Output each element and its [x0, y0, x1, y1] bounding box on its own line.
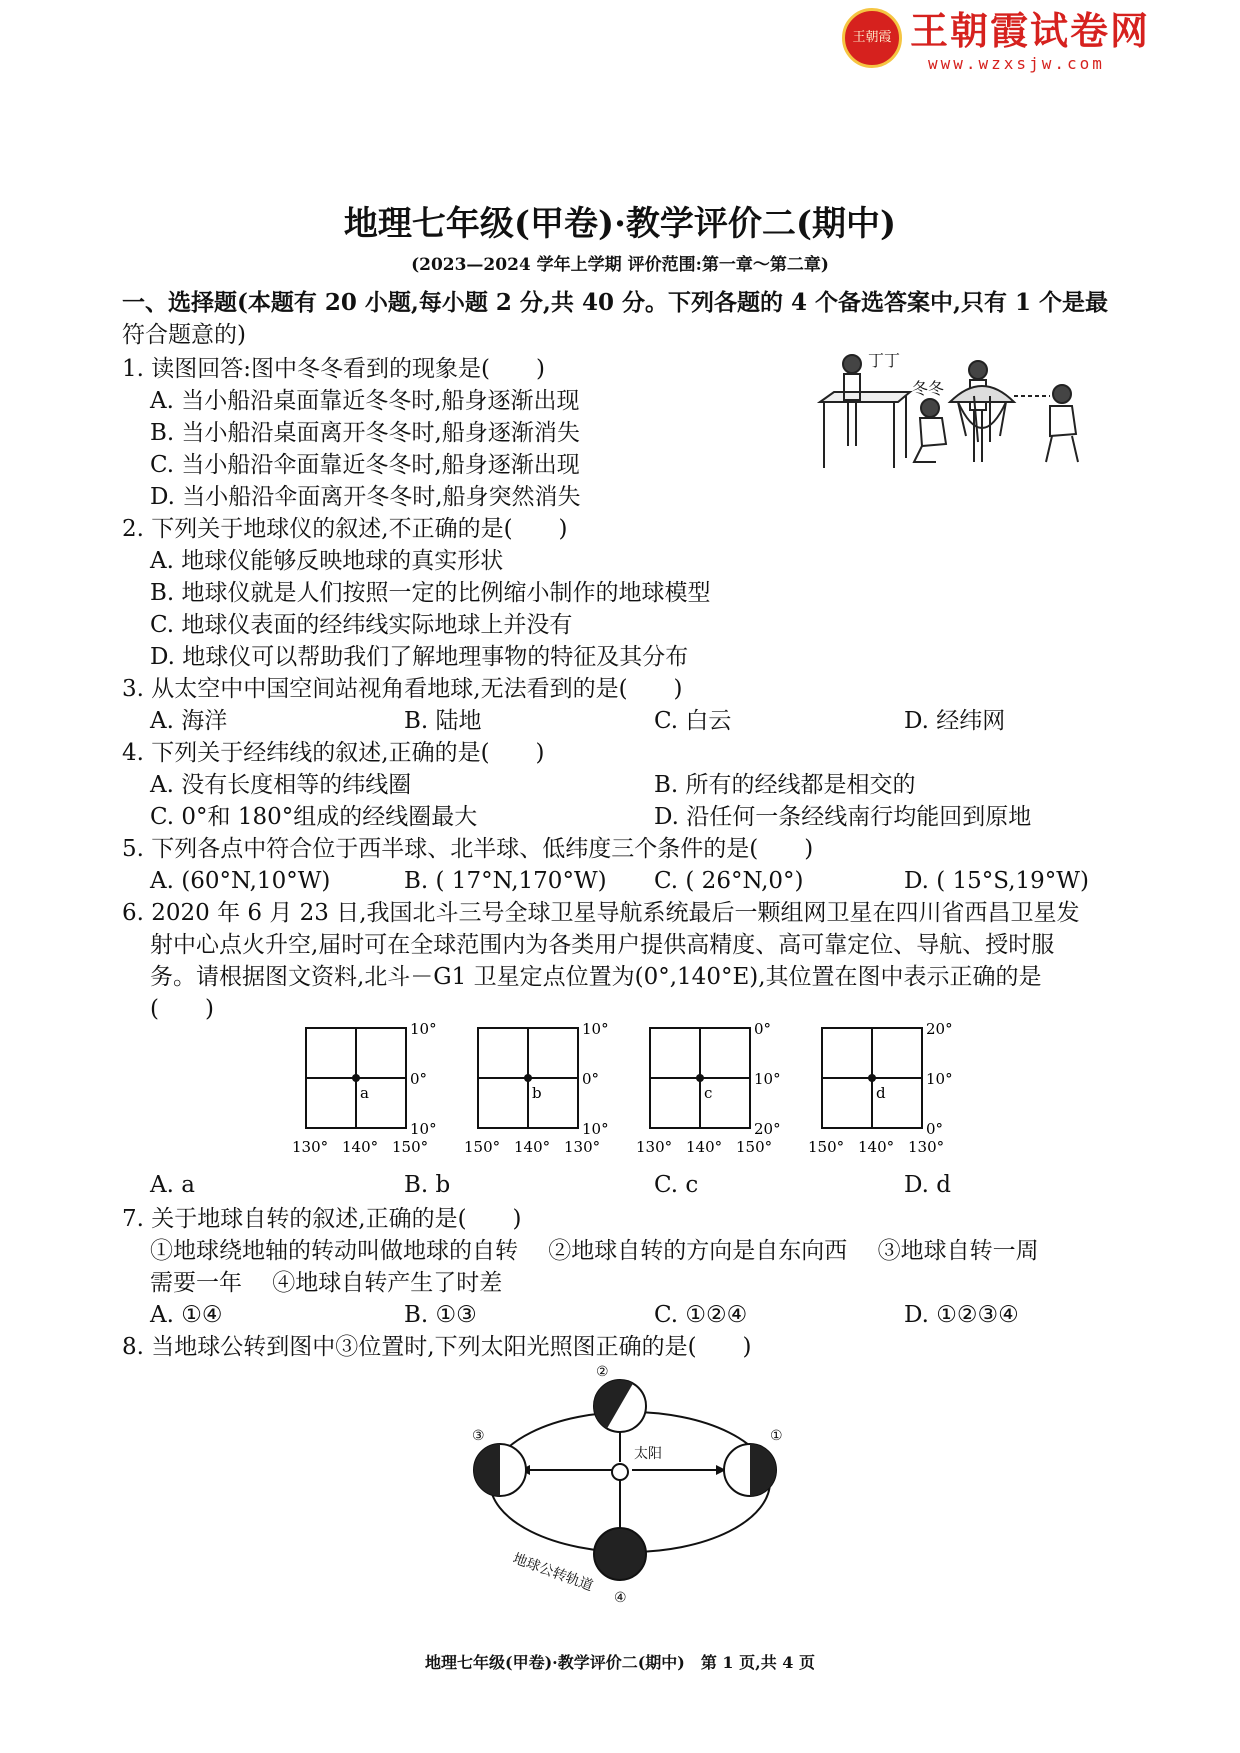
logo-seal: [842, 8, 902, 68]
q5-stem: 5. 下列各点中符合位于西半球、北半球、低纬度三个条件的是( ): [122, 836, 814, 862]
q3-stem: 3. 从太空中中国空间站视角看地球,无法看到的是( ): [122, 676, 683, 702]
q7-statement-2: 需要一年 ④地球自转产生了时差: [150, 1270, 503, 1296]
q6-line-2: 射中心点火升空,届时可在全球范围内为各类用户提供高精度、高可靠定位、导航、授时服: [150, 932, 1055, 958]
q6-point-d: d: [876, 1084, 886, 1102]
q6-lat-label: 10°: [754, 1070, 781, 1088]
q8-sun-label: 太阳: [634, 1446, 662, 1462]
q3-option-a: A. 海洋: [150, 708, 228, 734]
q2-option-d: D. 地球仪可以帮助我们了解地理事物的特征及其分布: [150, 644, 689, 670]
q6-lat-label: 0°: [582, 1070, 600, 1088]
logo-name: 王朝霞试卷网: [910, 9, 1151, 53]
q6-line-1: 6. 2020 年 6 月 23 日,我国北斗三号全球卫星导航系统最后一颗组网卫星在四川省西昌卫星发: [122, 900, 1080, 926]
q1-label-dingding: 丁丁: [868, 351, 901, 370]
q6-lat-label: 0°: [410, 1070, 428, 1088]
q6-option-c: C. c: [654, 1172, 699, 1198]
page-subtitle: (2023—2024 学年上学期 评价范围:第一章～第二章): [411, 255, 829, 275]
q8-position-2: ②: [596, 1364, 609, 1380]
q6-line-3: 务。请根据图文资料,北斗－G1 卫星定点位置为(0°,140°E),其位置在图中表示正确的是: [150, 964, 1042, 990]
q3-option-d: D. 经纬网: [904, 708, 1006, 734]
q6-option-b: B. b: [404, 1172, 451, 1198]
q3-option-b: B. 陆地: [404, 708, 482, 734]
q6-grid-a: [292, 1020, 450, 1166]
q6-lon-label: 130°: [564, 1138, 601, 1156]
q7-option-a: A. ①④: [150, 1302, 223, 1328]
q2-option-a: A. 地球仪能够反映地球的真实形状: [150, 548, 504, 574]
q6-lon-label: 150°: [392, 1138, 429, 1156]
page-title: 地理七年级(甲卷)·教学评价二(期中): [343, 204, 897, 244]
q7-option-d: D. ①②③④: [904, 1302, 1019, 1328]
logo-seal-text: 王朝霞: [852, 30, 892, 45]
q6-grid-c: [636, 1020, 794, 1166]
q6-lat-label: 10°: [410, 1120, 437, 1138]
q6-option-d: D. d: [904, 1172, 951, 1198]
q7-option-c: C. ①②④: [654, 1302, 748, 1328]
q6-lon-label: 130°: [636, 1138, 673, 1156]
q3-option-c: C. 白云: [654, 708, 732, 734]
logo-url: www.wzxsjw.com: [928, 54, 1105, 73]
q6-point-a: a: [360, 1084, 369, 1102]
q6-lat-label: 0°: [754, 1020, 772, 1038]
q6-option-a: A. a: [150, 1172, 195, 1198]
q1-option-d: D. 当小船沿伞面离开冬冬时,船身突然消失: [150, 484, 581, 510]
site-logo: [842, 8, 1162, 78]
page-footer: 地理七年级(甲卷)·教学评价二(期中) 第 1 页,共 4 页: [425, 1653, 815, 1672]
q6-lon-label: 150°: [464, 1138, 501, 1156]
q4-option-b: B. 所有的经线都是相交的: [654, 772, 916, 798]
q8-position-1: ①: [770, 1428, 783, 1444]
q4-stem: 4. 下列关于经纬线的叙述,正确的是( ): [122, 740, 545, 766]
q1-option-a: A. 当小船沿桌面靠近冬冬时,船身逐渐出现: [150, 388, 580, 414]
q6-lat-label: 10°: [926, 1070, 953, 1088]
q6-lon-label: 140°: [858, 1138, 895, 1156]
q6-lon-label: 140°: [686, 1138, 723, 1156]
q8-orbit-diagram: [470, 1362, 790, 1612]
q4-option-a: A. 没有长度相等的纬线圈: [150, 772, 412, 798]
q4-option-d: D. 沿任何一条经线南行均能回到原地: [654, 804, 1032, 830]
q6-grid-d: [808, 1020, 966, 1166]
q5-option-d: D. ( 15°S,19°W): [904, 868, 1089, 894]
q8-stem: 8. 当地球公转到图中③位置时,下列太阳光照图正确的是( ): [122, 1334, 752, 1360]
section-heading: 一、选择题(本题有 20 小题,每小题 2 分,共 40 分。下列各题的 4 个备选答案中,只有 1 个是最: [122, 289, 1109, 316]
q7-stem: 7. 关于地球自转的叙述,正确的是( ): [122, 1206, 522, 1232]
q8-orbit-label: 地球公转轨道: [510, 1550, 596, 1595]
q6-lon-label: 130°: [908, 1138, 945, 1156]
q1-option-c: C. 当小船沿伞面靠近冬冬时,船身逐渐出现: [150, 452, 580, 478]
q6-point-c: c: [704, 1084, 713, 1102]
q2-stem: 2. 下列关于地球仪的叙述,不正确的是( ): [122, 516, 568, 542]
q6-lon-label: 140°: [514, 1138, 551, 1156]
q1-stem: 1. 读图回答:图中冬冬看到的现象是( ): [122, 356, 545, 382]
q6-lon-label: 130°: [292, 1138, 329, 1156]
section-heading-cont: 符合题意的): [122, 322, 246, 348]
q6-lat-label: 20°: [926, 1020, 953, 1038]
q6-lat-label: 0°: [926, 1120, 944, 1138]
q5-option-a: A. (60°N,10°W): [150, 868, 331, 894]
q6-lon-label: 150°: [736, 1138, 773, 1156]
q7-option-b: B. ①③: [404, 1302, 477, 1328]
q6-grid-b: [464, 1020, 622, 1166]
q6-line-4: ( ): [150, 996, 214, 1022]
q7-statement-1: ①地球绕地轴的转动叫做地球的自转 ②地球自转的方向是自东向西 ③地球自转一周: [150, 1238, 1039, 1264]
q2-option-b: B. 地球仪就是人们按照一定的比例缩小制作的地球模型: [150, 580, 711, 606]
q1-figure: [810, 350, 1100, 480]
q1-label-dongdong: 冬冬: [912, 379, 945, 398]
q6-lon-label: 140°: [342, 1138, 379, 1156]
q5-option-c: C. ( 26°N,0°): [654, 868, 804, 894]
q2-option-c: C. 地球仪表面的经纬线实际地球上并没有: [150, 612, 573, 638]
q1-option-b: B. 当小船沿桌面离开冬冬时,船身逐渐消失: [150, 420, 580, 446]
q6-lat-label: 10°: [582, 1020, 609, 1038]
q8-position-3: ③: [472, 1428, 485, 1444]
q4-option-c: C. 0°和 180°组成的经线圈最大: [150, 804, 478, 830]
q6-lon-label: 150°: [808, 1138, 845, 1156]
q6-lat-label: 10°: [410, 1020, 437, 1038]
q8-position-4: ④: [614, 1590, 627, 1606]
q6-lat-label: 10°: [582, 1120, 609, 1138]
q6-point-b: b: [532, 1084, 542, 1102]
q5-option-b: B. ( 17°N,170°W): [404, 868, 607, 894]
q6-lat-label: 20°: [754, 1120, 781, 1138]
